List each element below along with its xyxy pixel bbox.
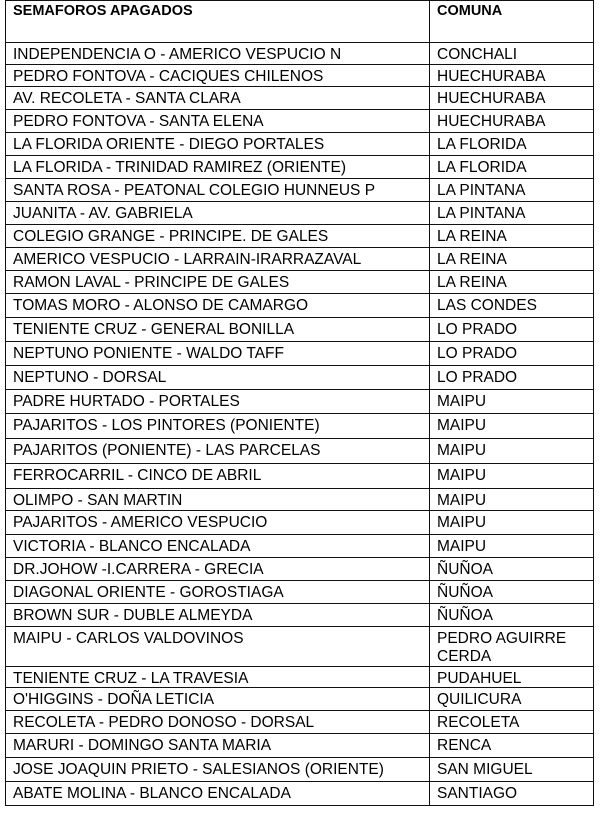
- comuna-cell: MAIPU: [430, 464, 594, 489]
- comuna-cell: LA FLORIDA: [430, 133, 594, 156]
- intersection-cell: PAJARITOS - LOS PINTORES (PONIENTE): [6, 414, 430, 439]
- table-row: [6, 558, 594, 581]
- comuna-cell: LA PINTANA: [430, 202, 594, 225]
- table-row: [6, 248, 594, 271]
- comuna-cell: RENCA: [430, 734, 594, 758]
- intersection-cell: ABATE MOLINA - BLANCO ENCALADA: [6, 782, 430, 806]
- intersection-cell: AMERICO VESPUCIO - LARRAIN-IRARRAZAVAL: [6, 248, 430, 271]
- table-row: [6, 667, 594, 688]
- comuna-cell: CONCHALI: [430, 43, 594, 65]
- table-row: [6, 366, 594, 390]
- comuna-cell: MAIPU: [430, 390, 594, 414]
- comuna-cell: SAN MIGUEL: [430, 758, 594, 782]
- table-row: [6, 43, 594, 65]
- intersection-cell: COLEGIO GRANGE - PRINCIPE. DE GALES: [6, 225, 430, 248]
- traffic-lights-table: [5, 0, 594, 806]
- table-row: [6, 489, 594, 511]
- intersection-cell: PADRE HURTADO - PORTALES: [6, 390, 430, 414]
- header-row: [6, 1, 594, 43]
- table-row: [6, 65, 594, 87]
- comuna-cell: MAIPU: [430, 489, 594, 511]
- table-row: [6, 225, 594, 248]
- intersection-cell: PAJARITOS (PONIENTE) - LAS PARCELAS: [6, 439, 430, 464]
- intersection-cell: BROWN SUR - DUBLE ALMEYDA: [6, 604, 430, 627]
- table-row: [6, 535, 594, 558]
- comuna-cell: QUILICURA: [430, 688, 594, 711]
- table-row: [6, 156, 594, 179]
- comuna-cell: LO PRADO: [430, 342, 594, 366]
- comuna-cell: LA PINTANA: [430, 179, 594, 202]
- comuna-cell: HUECHURABA: [430, 65, 594, 87]
- comuna-cell: PUDAHUEL: [430, 667, 594, 688]
- table-row: [6, 110, 594, 133]
- comuna-cell: LA REINA: [430, 225, 594, 248]
- comuna-cell: RECOLETA: [430, 711, 594, 734]
- table-row: [6, 179, 594, 202]
- comuna-cell: HUECHURABA: [430, 110, 594, 133]
- table-row: [6, 294, 594, 318]
- comuna-cell: ÑUÑOA: [430, 581, 594, 604]
- comuna-cell: MAIPU: [430, 511, 594, 535]
- table-row: [6, 464, 594, 489]
- comuna-cell: HUECHURABA: [430, 87, 594, 110]
- intersection-cell: DR.JOHOW -I.CARRERA - GRECIA: [6, 558, 430, 581]
- intersection-cell: PEDRO FONTOVA - SANTA ELENA: [6, 110, 430, 133]
- intersection-cell: TOMAS MORO - ALONSO DE CAMARGO: [6, 294, 430, 318]
- intersection-cell: INDEPENDENCIA O - AMERICO VESPUCIO N: [6, 43, 430, 65]
- comuna-cell: MAIPU: [430, 414, 594, 439]
- table-row: [6, 688, 594, 711]
- table-row: [6, 627, 594, 667]
- table-row: [6, 271, 594, 294]
- table-row: [6, 439, 594, 464]
- comuna-cell: ÑUÑOA: [430, 604, 594, 627]
- intersection-cell: RECOLETA - PEDRO DONOSO - DORSAL: [6, 711, 430, 734]
- intersection-cell: AV. RECOLETA - SANTA CLARA: [6, 87, 430, 110]
- comuna-cell: LA REINA: [430, 248, 594, 271]
- intersection-cell: O'HIGGINS - DOÑA LETICIA: [6, 688, 430, 711]
- intersection-cell: MARURI - DOMINGO SANTA MARIA: [6, 734, 430, 758]
- table-row: [6, 87, 594, 110]
- table-row: [6, 758, 594, 782]
- table-row: [6, 414, 594, 439]
- header-comuna: COMUNA: [430, 1, 594, 43]
- intersection-cell: OLIMPO - SAN MARTIN: [6, 489, 430, 511]
- intersection-cell: LA FLORIDA - TRINIDAD RAMIREZ (ORIENTE): [6, 156, 430, 179]
- intersection-cell: LA FLORIDA ORIENTE - DIEGO PORTALES: [6, 133, 430, 156]
- comuna-cell: LO PRADO: [430, 318, 594, 342]
- table-row: [6, 711, 594, 734]
- intersection-cell: VICTORIA - BLANCO ENCALADA: [6, 535, 430, 558]
- intersection-cell: TENIENTE CRUZ - GENERAL BONILLA: [6, 318, 430, 342]
- table-row: [6, 734, 594, 758]
- intersection-cell: MAIPU - CARLOS VALDOVINOS: [6, 627, 430, 667]
- comuna-cell: LO PRADO: [430, 366, 594, 390]
- comuna-cell: ÑUÑOA: [430, 558, 594, 581]
- table-row: [6, 390, 594, 414]
- comuna-cell: LA REINA: [430, 271, 594, 294]
- comuna-cell: MAIPU: [430, 439, 594, 464]
- table-row: [6, 782, 594, 806]
- comuna-cell: MAIPU: [430, 535, 594, 558]
- comuna-cell: LA FLORIDA: [430, 156, 594, 179]
- table-row: [6, 511, 594, 535]
- table-row: [6, 318, 594, 342]
- intersection-cell: NEPTUNO - DORSAL: [6, 366, 430, 390]
- intersection-cell: JOSE JOAQUIN PRIETO - SALESIANOS (ORIENTE): [6, 758, 430, 782]
- intersection-cell: TENIENTE CRUZ - LA TRAVESIA: [6, 667, 430, 688]
- comuna-cell: LAS CONDES: [430, 294, 594, 318]
- intersection-cell: RAMON LAVAL - PRINCIPE DE GALES: [6, 271, 430, 294]
- table-row: [6, 133, 594, 156]
- table-row: [6, 202, 594, 225]
- intersection-cell: FERROCARRIL - CINCO DE ABRIL: [6, 464, 430, 489]
- header-semaforos: SEMAFOROS APAGADOS: [6, 1, 430, 43]
- intersection-cell: SANTA ROSA - PEATONAL COLEGIO HUNNEUS P: [6, 179, 430, 202]
- intersection-cell: DIAGONAL ORIENTE - GOROSTIAGA: [6, 581, 430, 604]
- table-row: [6, 342, 594, 366]
- table-row: [6, 604, 594, 627]
- intersection-cell: JUANITA - AV. GABRIELA: [6, 202, 430, 225]
- comuna-cell: SANTIAGO: [430, 782, 594, 806]
- comuna-cell: PEDRO AGUIRRE CERDA: [430, 627, 594, 667]
- table-row: [6, 581, 594, 604]
- intersection-cell: PAJARITOS - AMERICO VESPUCIO: [6, 511, 430, 535]
- intersection-cell: PEDRO FONTOVA - CACIQUES CHILENOS: [6, 65, 430, 87]
- table-body: [6, 43, 594, 806]
- intersection-cell: NEPTUNO PONIENTE - WALDO TAFF: [6, 342, 430, 366]
